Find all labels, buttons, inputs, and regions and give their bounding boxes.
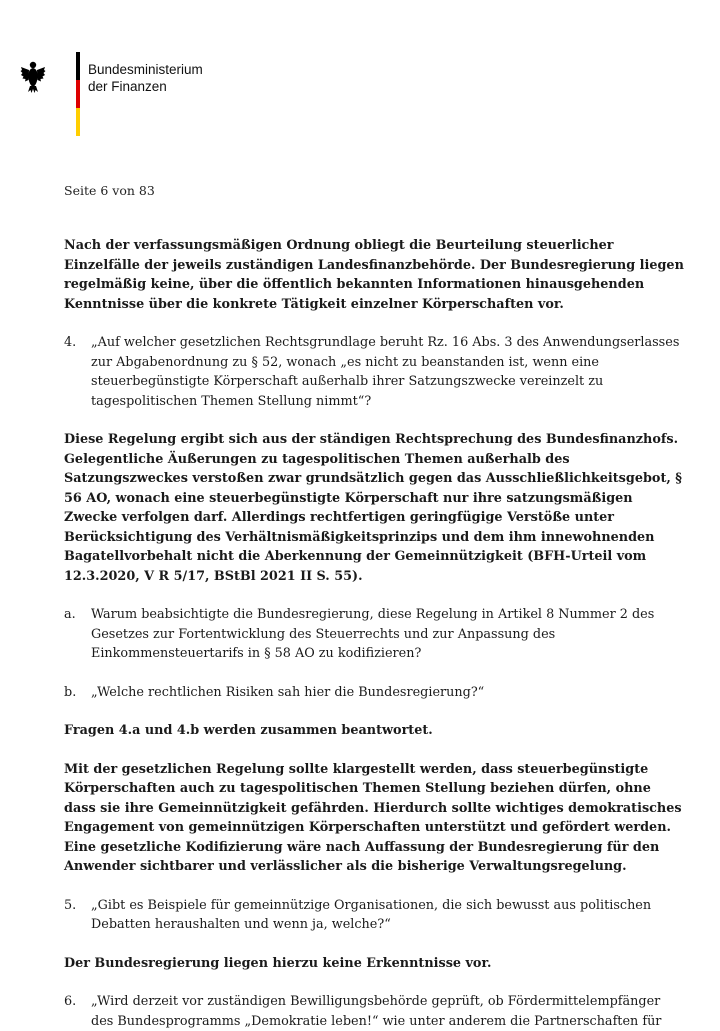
question-4-answer: Diese Regelung ergibt sich aus der ständigen Rechtsprechung des Bundesfinanzhofs. Gelegentliche Äußerungen zu tagespolitischen Themen außerhalb des Satzungszweckes verstoßen zwar grundsätzlich gegen das Ausschließlichkeitsgebot, § 56 AO, wonach eine steuerbegünstigte Körperschaft nur ihre satzungsmäßigen Zwecke verfolgen darf. Allerdings rechtfertigen geringfügige Verstöße unter Berücksichtigung des Verhältnismäßigkeitsprinzips und dem ihm innewohnenden Bagatellvorbehalt nicht die Aberkennung der Gemeinnützigkeit (BFH-Urteil vom 12.3.2020, V R 5/17, BStBl 2021 II S. 55). — [64, 432, 682, 584]
question-5 — [64, 896, 684, 935]
question-4a — [64, 605, 684, 664]
question-4b-number: b. — [64, 684, 77, 700]
question-4b-text: „Welche rechtlichen Risiken sah hier die Bundesregierung?“ — [91, 684, 485, 700]
document-body — [64, 236, 684, 1031]
ministry-logo — [20, 52, 220, 142]
flag-color-bar — [76, 52, 80, 136]
question-4 — [64, 333, 684, 411]
ministry-name — [88, 61, 203, 95]
question-4a-text: Warum beabsichtigte die Bundesregierung, diese Regelung in Artikel 8 Nummer 2 des Gesetzes zur Fortentwicklung des Steuerrechts und zur Anpassung des Einkommensteuertarifs in § 58 AO zu kodifizieren? — [91, 607, 655, 661]
question-4ab-combined-note: Fragen 4.a und 4.b werden zusammen beantwortet. — [64, 723, 433, 738]
question-5-text: „Gibt es Beispiele für gemeinnützige Organisationen, die sich bewusst aus politischen Debatten heraushalten und wenn ja, welche?“ — [91, 897, 652, 932]
ministry-name-line1: Bundesministerium — [88, 62, 203, 77]
question-4a-number: a. — [64, 607, 76, 622]
question-4-text: „Auf welcher gesetzlichen Rechtsgrundlage beruht Rz. 16 Abs. 3 des Anwendungserlasses zur Abgabenordnung zu § 52, wonach „es nicht zu beanstanden ist, wenn eine steuerbegünstigte Körperschaft außerhalb ihrer Satzungszwecke vereinzelt zu tagespolitischen Themen Stellung nimmt“? — [91, 335, 680, 409]
question-5-number: 5. — [64, 897, 77, 913]
question-6-number: 6. — [64, 994, 77, 1009]
federal-eagle-icon — [20, 60, 46, 94]
question-6 — [64, 992, 684, 1031]
question-4ab-answer: Mit der gesetzlichen Regelung sollte klargestellt werden, dass steuerbegünstigte Körperschaften auch zu tagespolitischen Themen Stellung beziehen dürfen, ohne dass sie ihre Gemeinnützigkeit gefährden. Hierdurch sollte wichtiges demokratisches Engagement von gemeinnützigen Körperschaften unterstützt und gefördert werden. Eine gesetzliche Kodifizierung wäre nach Auffassung der Bundesregierung für den Anwender sichtbarer und verlässlicher als die bisherige Verwaltungsregelung. — [64, 761, 682, 874]
page-number: Seite 6 von 83 — [64, 183, 155, 198]
question-4b — [64, 683, 684, 703]
ministry-name-line2: der Finanzen — [88, 79, 167, 94]
question-4-number: 4. — [64, 335, 77, 350]
question-5-answer: Der Bundesregierung liegen hierzu keine Erkenntnisse vor. — [64, 955, 492, 971]
question-6-text: „Wird derzeit vor zuständigen Bewilligungsbehörde geprüft, ob Fördermittelempfänger des Bundesprogramms „Demokratie leben!“ wie unter anderem die Partnerschaften für — [91, 994, 662, 1029]
intro-answer: Nach der verfassungsmäßigen Ordnung obliegt die Beurteilung steuerlicher Einzelfälle der jeweils zuständigen Landesfinanzbehörde. Der Bundesregierung liegen regelmäßig keine, über die öffentlich bekannten Informationen hinausgehenden Kenntnisse über die konkrete Tätigkeit einzelner Körperschaften vor. — [64, 238, 684, 312]
